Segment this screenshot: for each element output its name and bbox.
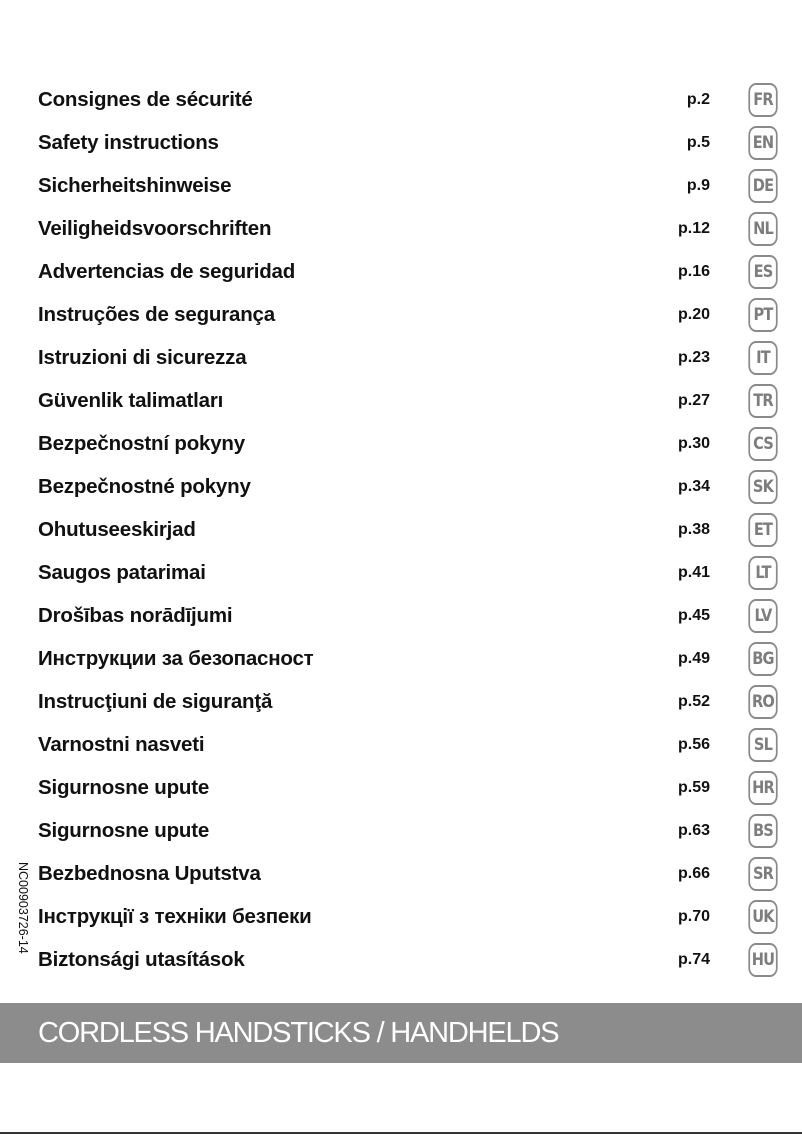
toc-page-number: p.59 xyxy=(677,779,710,796)
language-badge: CS xyxy=(748,427,777,461)
language-badge: DE xyxy=(748,169,777,203)
bottom-divider xyxy=(0,1132,802,1134)
toc-page-number: p.49 xyxy=(677,650,710,667)
toc-title: Varnostni nasveti xyxy=(38,733,205,756)
language-badge: LV xyxy=(748,599,777,633)
toc-row[interactable] xyxy=(0,381,802,424)
language-badge: ET xyxy=(748,513,777,547)
toc-row[interactable] xyxy=(0,467,802,510)
banner-title: CORDLESS HANDSTICKS / HANDHELDS xyxy=(38,1017,559,1049)
language-badge: IT xyxy=(748,341,777,375)
language-badge: SR xyxy=(748,857,777,891)
toc-title: Instruções de segurança xyxy=(38,303,275,326)
language-badge: LT xyxy=(748,556,777,590)
toc-row[interactable] xyxy=(0,166,802,209)
toc-title: Drošības norādījumi xyxy=(38,604,233,627)
toc-title: Consignes de sécurité xyxy=(38,88,253,111)
toc-row[interactable] xyxy=(0,123,802,166)
toc-row[interactable] xyxy=(0,768,802,811)
toc-title: Інструкції з техніки безпеки xyxy=(38,905,312,928)
toc-page-number: p.63 xyxy=(677,822,710,839)
language-badge: UK xyxy=(748,900,777,934)
language-badge: TR xyxy=(748,384,777,418)
toc-title: Güvenlik talimatları xyxy=(38,389,224,412)
toc-page-number: p.38 xyxy=(677,521,710,538)
language-badge: ES xyxy=(748,255,777,289)
toc-title: Ohutuseeskirjad xyxy=(38,518,196,541)
toc-page-number: p.2 xyxy=(686,91,710,108)
language-badge: SL xyxy=(748,728,777,762)
toc-row[interactable] xyxy=(0,639,802,682)
toc-title: Istruzioni di sicurezza xyxy=(38,346,247,369)
toc-page-number: p.66 xyxy=(677,865,710,882)
document-reference-code: NC00903726-14 xyxy=(16,862,30,954)
toc-page-number: p.70 xyxy=(677,908,710,925)
toc-title: Biztonsági utasítások xyxy=(38,948,245,971)
toc-row[interactable] xyxy=(0,553,802,596)
language-badge: SK xyxy=(748,470,777,504)
language-badge: NL xyxy=(748,212,777,246)
toc-row[interactable] xyxy=(0,209,802,252)
language-badge: HR xyxy=(748,771,777,805)
toc-title: Veiligheidsvoorschriften xyxy=(38,217,272,240)
toc-page-number: p.30 xyxy=(677,435,710,452)
product-banner xyxy=(0,1003,802,1063)
toc-page-number: p.16 xyxy=(677,263,710,280)
toc-page-number: p.74 xyxy=(677,951,710,968)
toc-row[interactable] xyxy=(0,510,802,553)
toc-row[interactable] xyxy=(0,338,802,381)
toc-page-number: p.23 xyxy=(677,349,710,366)
toc-page-number: p.34 xyxy=(677,478,710,495)
toc-title: Advertencias de seguridad xyxy=(38,260,296,283)
toc-title: Instrucţiuni de siguranţă xyxy=(38,690,273,713)
language-badge: PT xyxy=(748,298,777,332)
toc-row[interactable] xyxy=(0,295,802,338)
language-badge: FR xyxy=(748,83,777,117)
toc-page-number: p.27 xyxy=(677,392,710,409)
toc-page-number: p.9 xyxy=(686,177,710,194)
toc-page-number: p.52 xyxy=(677,693,710,710)
toc-title: Safety instructions xyxy=(38,131,219,154)
language-badge: EN xyxy=(748,126,777,160)
toc-row[interactable] xyxy=(0,596,802,639)
toc-row[interactable] xyxy=(0,252,802,295)
toc-title: Bezpečnostní pokyny xyxy=(38,432,245,455)
toc-row[interactable] xyxy=(0,424,802,467)
toc-title: Saugos patarimai xyxy=(38,561,206,584)
toc-title: Bezpečnostné pokyny xyxy=(38,475,251,498)
toc-page-number: p.41 xyxy=(677,564,710,581)
toc-page-number: p.45 xyxy=(677,607,710,624)
toc-row[interactable] xyxy=(0,682,802,725)
toc-row[interactable] xyxy=(0,811,802,854)
toc-row[interactable] xyxy=(0,725,802,768)
toc-row[interactable] xyxy=(0,897,802,940)
toc-title: Bezbednosna Uputstva xyxy=(38,862,261,885)
toc-title: Sicherheitshinweise xyxy=(38,174,232,197)
toc-page-number: p.20 xyxy=(677,306,710,323)
toc-page-number: p.56 xyxy=(677,736,710,753)
toc-title: Инструкции за безопасност xyxy=(38,647,314,670)
toc-title: Sigurnosne upute xyxy=(38,776,210,799)
toc-page-number: p.12 xyxy=(677,220,710,237)
toc-title: Sigurnosne upute xyxy=(38,819,210,842)
toc-row[interactable] xyxy=(0,940,802,983)
language-badge: HU xyxy=(748,943,777,977)
toc-row[interactable] xyxy=(0,854,802,897)
language-badge: RO xyxy=(748,685,777,719)
language-badge: BG xyxy=(748,642,777,676)
toc-page-number: p.5 xyxy=(686,134,710,151)
language-badge: BS xyxy=(748,814,777,848)
toc-row[interactable] xyxy=(0,80,802,123)
